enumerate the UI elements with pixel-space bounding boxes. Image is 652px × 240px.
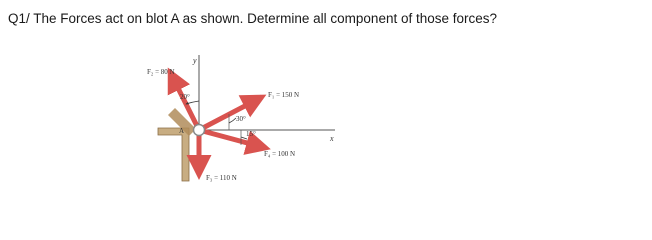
bolt-a [194,125,205,136]
force-arrow-f4 [199,130,266,148]
angle-label-30: 30° [236,115,246,123]
angle-label-20: 20° [180,93,190,101]
support-bracket [158,108,196,181]
point-a-label: A [179,127,185,135]
axis-x-label: x [330,134,334,143]
force-label-f2: F₂ = 80 N [147,68,175,76]
force-label-f3: F₃ = 110 N [206,174,237,182]
force-label-f4: F₄ = 100 N [264,150,296,158]
force-arrow-f1 [199,97,262,130]
angle-label-15: 15° [246,130,256,138]
question-text: Q1/ The Forces act on blot A as shown. Determine all component of those forces? [8,11,498,26]
arc-30 [229,118,236,123]
force-label-f1: F₁ = 150 N [268,91,300,99]
axis-y-label: y [193,56,197,65]
